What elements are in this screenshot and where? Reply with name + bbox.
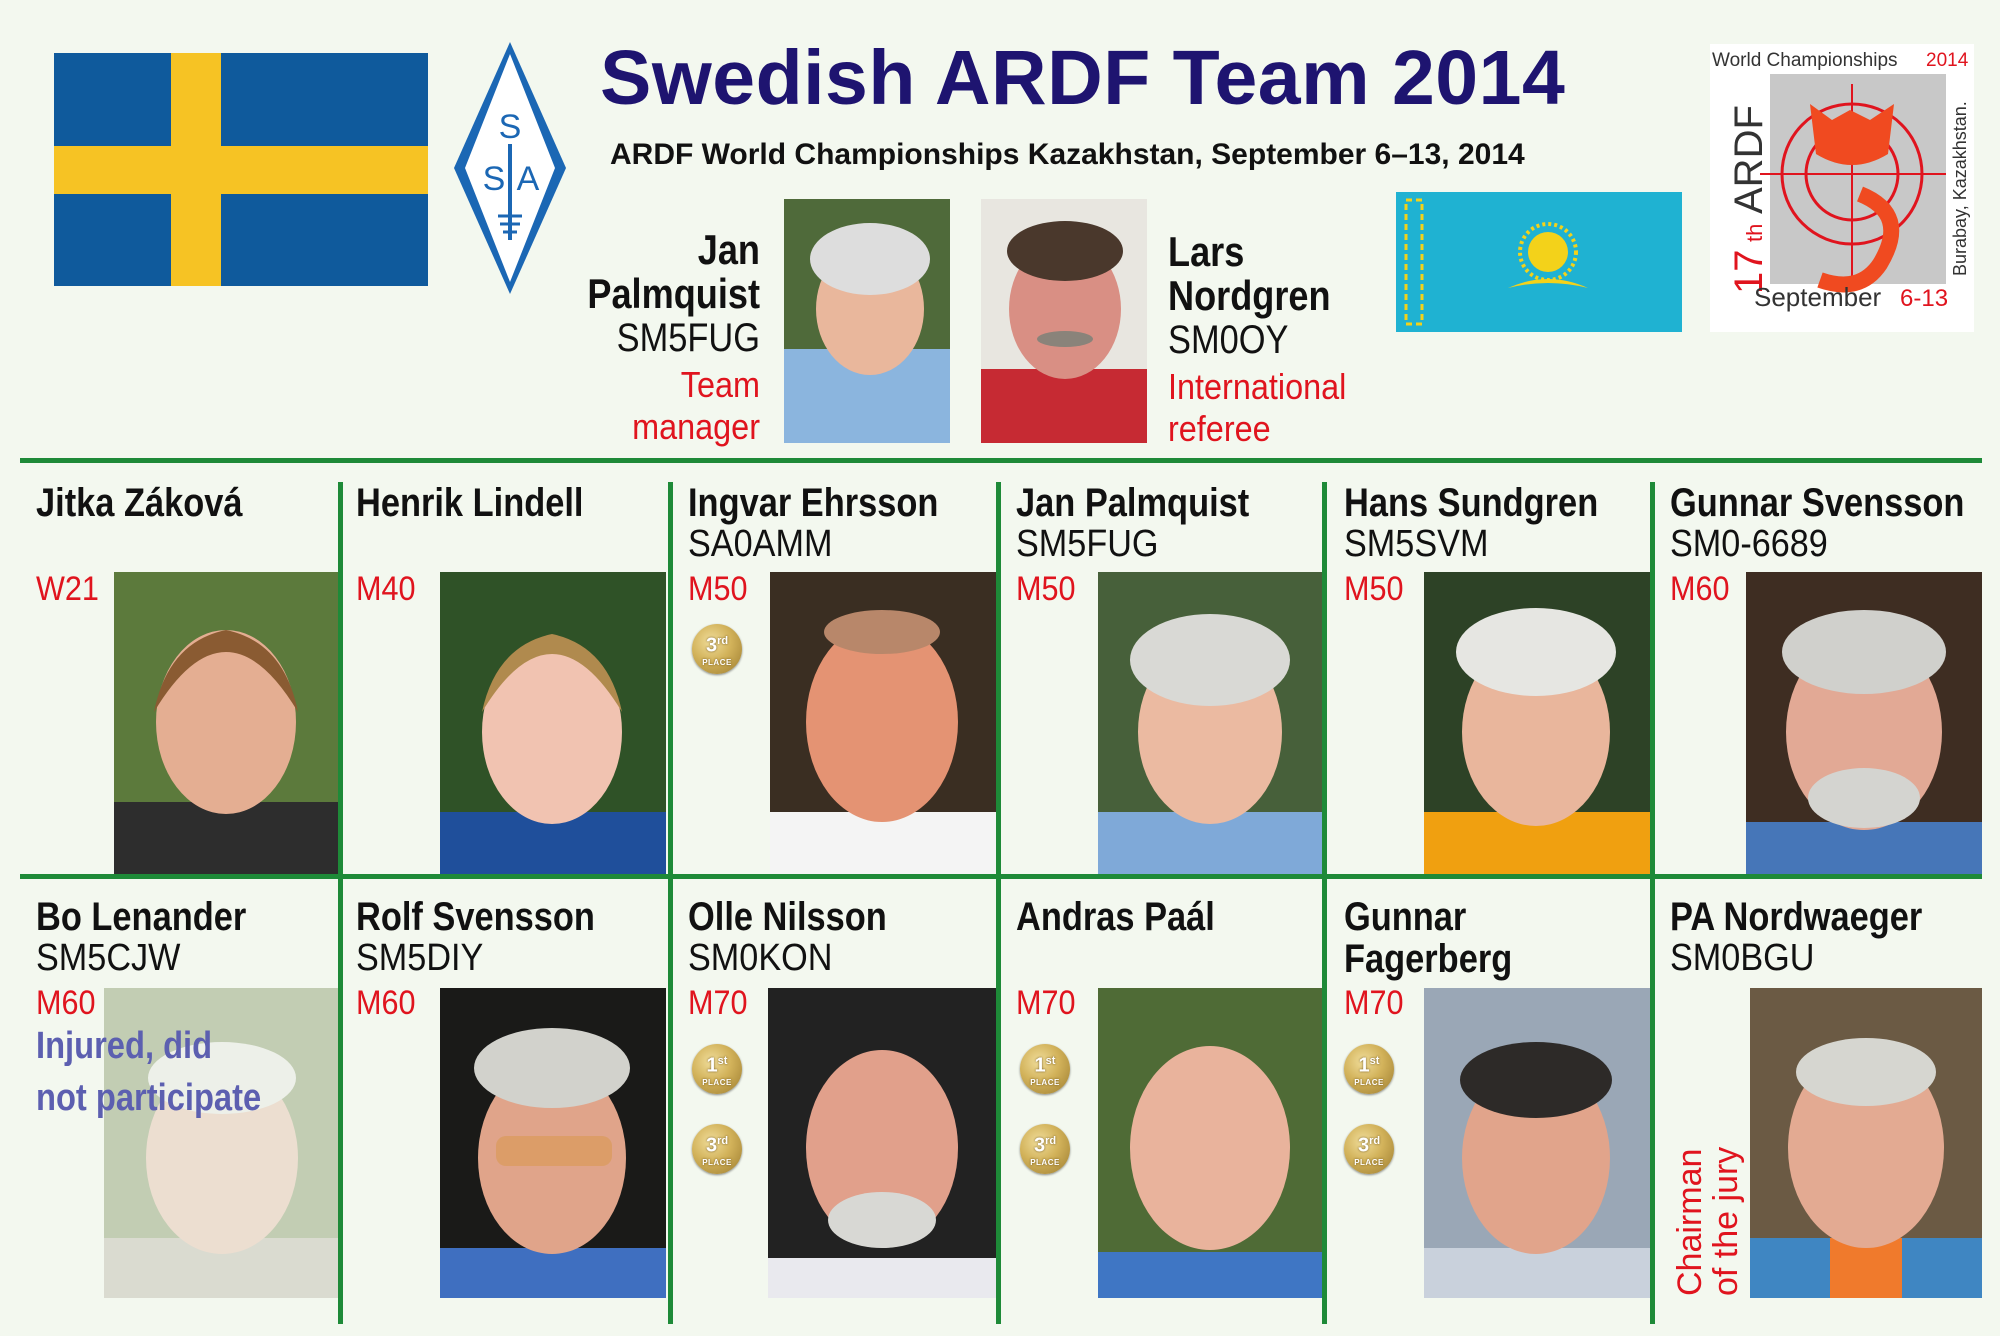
official-last-name: Palmquist xyxy=(587,270,760,317)
logo-top-year: 2014 xyxy=(1926,50,1969,71)
portrait-photo xyxy=(784,199,950,443)
member-callsign: SM5SVM xyxy=(1344,523,1489,565)
member-name: Jitka Záková xyxy=(36,481,243,525)
member-name: Rolf Svensson xyxy=(356,895,595,939)
member-name: Bo Lenander xyxy=(36,895,247,939)
member-name: Andras Paál xyxy=(1016,895,1215,939)
official-first-name: Jan xyxy=(697,226,760,273)
role-note: Chairman xyxy=(1671,1148,1709,1296)
member-name: Fagerberg xyxy=(1344,937,1513,981)
logo-name: ARDF xyxy=(1727,105,1771,214)
divider xyxy=(996,878,1001,1324)
member-callsign: SA0AMM xyxy=(688,523,833,565)
official-role: referee xyxy=(1168,408,1271,449)
member-name: Henrik Lindell xyxy=(356,481,584,525)
portrait-photo xyxy=(1424,988,1650,1298)
official-callsign: SM5FUG xyxy=(616,316,760,360)
member-name: Gunnar Svensson xyxy=(1670,481,1965,525)
official-role: Team xyxy=(680,364,760,405)
divider xyxy=(338,878,343,1324)
member-card xyxy=(36,482,276,524)
member-callsign: SM0BGU xyxy=(1670,937,1815,979)
member-callsign: SM5FUG xyxy=(1016,523,1159,565)
member-card xyxy=(1344,896,1540,980)
svg-text:A: A xyxy=(516,160,540,198)
first-place-medal-icon: 1st PLACE xyxy=(692,1044,742,1094)
third-place-medal-icon: 3rd PLACE xyxy=(692,624,742,674)
portrait-photo xyxy=(981,199,1147,443)
member-card xyxy=(1016,482,1287,564)
portrait-photo xyxy=(1098,988,1322,1298)
member-class: M70 xyxy=(1344,984,1404,1022)
member-card xyxy=(1344,482,1640,564)
third-place-medal-icon: 3rd PLACE xyxy=(692,1124,742,1174)
logo-bottom-dates: 6-13 xyxy=(1900,285,1949,312)
member-card xyxy=(688,896,919,978)
member-class: M70 xyxy=(1016,984,1076,1022)
divider xyxy=(668,482,673,874)
divider xyxy=(1650,482,1655,874)
portrait-photo xyxy=(770,572,996,874)
page-title: Swedish ARDF Team 2014 xyxy=(600,35,1566,121)
third-place-medal-icon: 3rd PLACE xyxy=(1020,1124,1070,1174)
divider xyxy=(668,878,673,1324)
svg-text:S: S xyxy=(482,160,506,198)
divider xyxy=(1650,878,1655,1324)
portrait-photo xyxy=(114,572,338,874)
championship-logo xyxy=(1710,44,1974,332)
member-class: M50 xyxy=(1344,570,1404,608)
official-first-name: Lars xyxy=(1168,228,1245,275)
logo-side-text: Burabay, Kazakhstan. xyxy=(1950,101,1970,276)
member-callsign: SM0KON xyxy=(688,937,833,979)
official-last-name: Nordgren xyxy=(1168,272,1331,319)
portrait-photo xyxy=(768,988,996,1298)
role-note: of the jury xyxy=(1707,1146,1745,1296)
member-class: M50 xyxy=(688,570,748,608)
injury-note: Injured, did not participate xyxy=(36,1025,262,1119)
member-card xyxy=(356,896,634,978)
third-place-medal-icon: 3rd PLACE xyxy=(1344,1124,1394,1174)
member-name: Olle Nilsson xyxy=(688,895,887,939)
page-subtitle: ARDF World Championships Kazakhstan, September 6–13, 2014 xyxy=(610,138,1525,171)
member-card xyxy=(1670,482,2000,564)
portrait-photo xyxy=(1098,572,1322,874)
divider xyxy=(338,482,343,874)
divider xyxy=(996,482,1001,874)
official-international-referee xyxy=(1168,230,1428,450)
member-class: M60 xyxy=(36,984,96,1022)
portrait-photo xyxy=(1746,572,1982,874)
logo-edition-suffix: th xyxy=(1742,223,1767,242)
official-role: manager xyxy=(632,406,760,447)
divider xyxy=(1322,482,1327,874)
member-class: M50 xyxy=(1016,570,1076,608)
portrait-photo xyxy=(1750,988,1982,1298)
divider xyxy=(1322,878,1327,1324)
member-class: W21 xyxy=(36,570,99,608)
logo-bottom-text: September xyxy=(1754,282,1882,312)
kazakhstan-flag xyxy=(1396,192,1682,332)
member-name: Hans Sundgren xyxy=(1344,481,1599,525)
member-card xyxy=(688,482,979,564)
logo-top-line: World Championships xyxy=(1712,50,1898,71)
member-class: M70 xyxy=(688,984,748,1022)
member-callsign: SM5DIY xyxy=(356,937,484,979)
svg-text:S: S xyxy=(498,108,522,146)
member-card xyxy=(1670,896,1963,978)
member-name: Ingvar Ehrsson xyxy=(688,481,939,525)
member-class: M60 xyxy=(1670,570,1730,608)
member-card xyxy=(36,896,280,978)
member-class: M40 xyxy=(356,570,416,608)
member-class: M60 xyxy=(356,984,416,1022)
official-callsign: SM0OY xyxy=(1168,318,1289,362)
first-place-medal-icon: 1st PLACE xyxy=(1020,1044,1070,1094)
portrait-photo xyxy=(1424,572,1650,874)
member-callsign: SM5CJW xyxy=(36,937,181,979)
member-name: PA Nordwaeger xyxy=(1670,895,1923,939)
official-role: International xyxy=(1168,366,1347,407)
sweden-flag xyxy=(54,53,428,286)
member-name: Jan Palmquist xyxy=(1016,481,1250,525)
first-place-medal-icon: 1st PLACE xyxy=(1344,1044,1394,1094)
divider xyxy=(20,874,1982,879)
portrait-photo xyxy=(440,988,666,1298)
portrait-photo xyxy=(440,572,666,874)
member-card xyxy=(356,482,621,524)
member-name: Gunnar xyxy=(1344,895,1467,939)
member-callsign: SM0-6689 xyxy=(1670,523,1828,565)
divider xyxy=(20,458,1982,463)
logo-edition: 17 xyxy=(1727,249,1771,294)
member-card xyxy=(1016,896,1247,938)
official-team-manager xyxy=(530,228,760,448)
